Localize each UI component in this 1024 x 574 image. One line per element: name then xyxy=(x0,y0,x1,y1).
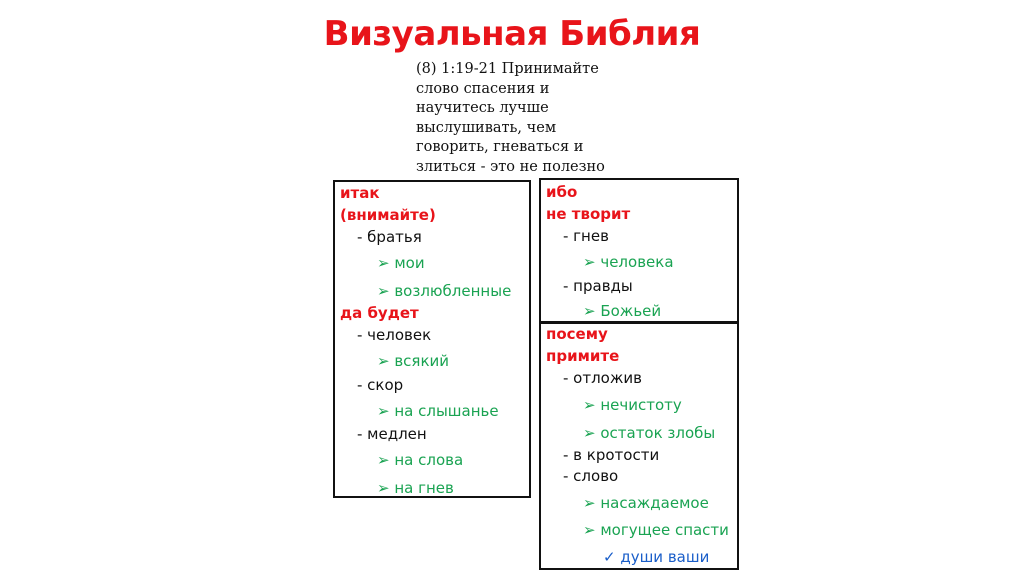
outline-line: ибо xyxy=(546,183,578,201)
outline-line: ➢ на гнев xyxy=(377,479,454,497)
outline-line: ➢ остаток злобы xyxy=(583,424,716,442)
outline-line: - отложив xyxy=(563,369,642,387)
outline-line: не творит xyxy=(546,205,631,223)
outline-line: ➢ мои xyxy=(377,254,425,272)
outline-line: (внимайте) xyxy=(340,206,436,224)
outline-line: - медлен xyxy=(357,425,427,443)
outline-line: ➢ человека xyxy=(583,253,674,271)
outline-line: ➢ насаждаемое xyxy=(583,494,709,512)
outline-line: ➢ нечистоту xyxy=(583,396,682,414)
outline-line: - гнев xyxy=(563,227,609,245)
right-bottom-outline-box xyxy=(539,322,739,570)
outline-line: - в кротости xyxy=(563,446,660,464)
outline-line: ➢ возлюбленные xyxy=(377,282,512,300)
outline-line: - скор xyxy=(357,376,404,394)
outline-line: ➢ Божьей xyxy=(583,302,662,320)
outline-line: ✓ души ваши xyxy=(603,548,710,566)
outline-line: ➢ на слышанье xyxy=(377,402,499,420)
verse-intro: (8) 1:19-21 Принимайте слово спасения и научитесь лучше выслушивать, чем говорить, гневаться и злиться - это не полезно xyxy=(416,61,605,175)
outline-line: - слово xyxy=(563,467,619,485)
outline-line: ➢ могущее спасти xyxy=(583,521,729,539)
outline-line: - человек xyxy=(357,326,432,344)
left-outline-box xyxy=(333,180,531,498)
outline-line: примите xyxy=(546,347,620,365)
slide-title: Визуальная Библия xyxy=(323,14,701,54)
outline-line: ➢ всякий xyxy=(377,352,450,370)
outline-line: - братья xyxy=(357,228,422,246)
right-top-outline-box xyxy=(539,178,739,323)
outline-line: да будет xyxy=(340,304,419,322)
outline-line: - правды xyxy=(563,277,633,295)
outline-line: итак xyxy=(340,184,380,202)
outline-line: посему xyxy=(546,325,608,343)
outline-line: ➢ на слова xyxy=(377,451,464,469)
